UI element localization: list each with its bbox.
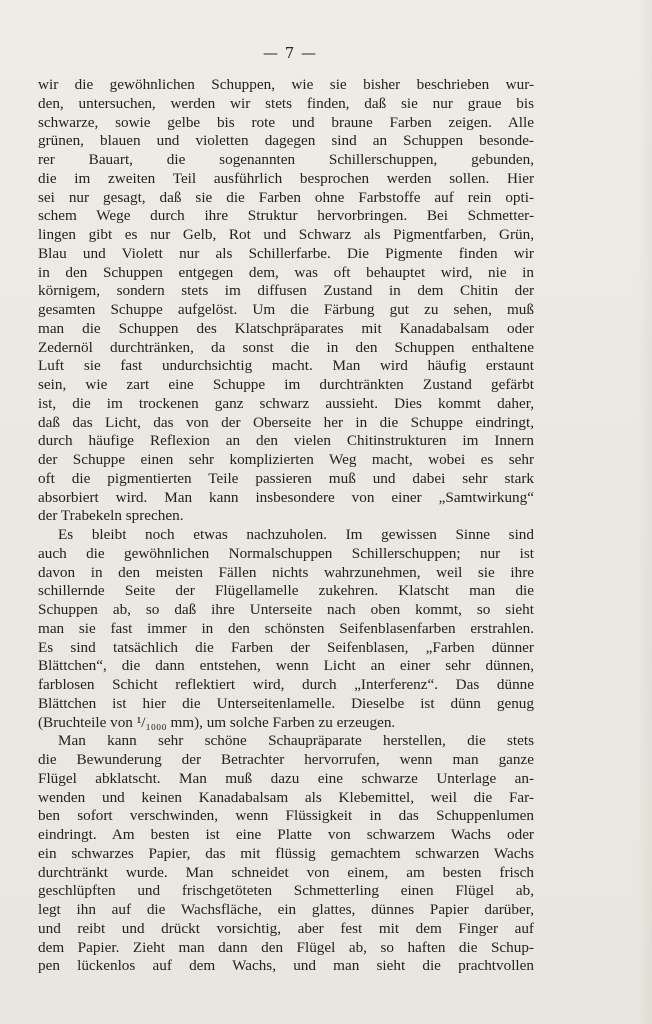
text-line: Blättchen ist hier die Unterseitenlamelle. Dieselbe ist dünn genug — [38, 694, 534, 712]
text-line: Schuppen ab, so daß ihre Unterseite nach oben kommt, so sieht — [38, 601, 534, 618]
text-line: farblosen Schicht reflektiert wird, durch „Interferenz“. Das dünne — [38, 676, 534, 693]
text-line: Flügel abklatscht. Man muß dazu eine schwarze Unterlage an- — [38, 769, 534, 787]
text-line: den, untersuchen, werden wir stets finden, daß sie nur graue bis — [38, 94, 534, 112]
text-line: oft die pigmentierten Teile passieren muß und dabei sehr stark — [38, 469, 534, 487]
text-line: davon in den meisten Fällen nichts wahrzunehmen, weil sie ihre — [38, 563, 534, 581]
page-edge-shadow — [638, 0, 652, 1024]
text-line: durchtränkt wurde. Man schneidet von einem, am besten frisch — [38, 863, 534, 881]
text-line: in den Schuppen entgegen dem, was oft behauptet wird, nie in — [38, 263, 534, 281]
text-line: (Bruchteile von ¹/₁₀₀₀ mm), um solche Farben zu erzeugen. — [38, 713, 396, 731]
text-line: grünen, blauen und violetten dagegen sind an Schuppen besonde- — [38, 132, 534, 150]
text-line: ist, die im trockenen ganz schwarz aussieht. Dies kommt daher, — [38, 394, 534, 412]
text-line: rer Bauart, die sogenannten Schillerschuppen, gebunden, — [38, 151, 534, 168]
text-line: gesamten Schuppe aufgelöst. Um die Färbung gut zu sehen, muß — [38, 301, 534, 318]
text-line: der Schuppe einen sehr komplizierten Weg macht, wobei es sehr — [38, 451, 534, 468]
text-line: sei nur gesagt, daß sie die Farben ohne Farbstoffe auf rein opti- — [38, 188, 534, 206]
text-line: Es bleibt noch etwas nachzuholen. Im gewissen Sinne sind — [58, 526, 534, 543]
text-line: ein schwarzes Papier, das mit flüssig gemachtem schwarzen Wachs — [38, 844, 534, 862]
body-text — [38, 76, 534, 976]
text-line: man sie fast immer in den schönsten Seifenblasenfarben erstrahlen. — [38, 619, 534, 637]
text-line: Luft sie fast undurchsichtig macht. Man wird häufig erstaunt — [38, 357, 534, 375]
text-line: schem Wege durch ihre Struktur hervorbringen. Bei Schmetter- — [38, 207, 534, 225]
text-line: körnigem, sondern stets im diffusen Zustand in dem Chitin der — [38, 282, 534, 300]
text-line: schillernde Seite der Flügellamelle zukehren. Klatscht man die — [38, 582, 534, 600]
text-line: Blau und Violett nur als Schillerfarbe. Die Pigmente finden wir — [38, 244, 534, 262]
text-line: eindringt. Am besten ist eine Platte von schwarzem Wachs oder — [38, 826, 534, 843]
text-line: und reibt und drückt vorsichtig, aber fest mit dem Finger auf — [38, 919, 534, 937]
text-line: schwarze, sowie gelbe bis rote und braune Farben zeigen. Alle — [38, 113, 534, 131]
page-number: — 7 — — [262, 44, 318, 62]
text-line: die Bewunderung der Betrachter hervorrufen, wenn man ganze — [38, 751, 534, 768]
text-line: auch die gewöhnlichen Normalschuppen Schillerschuppen; nur ist — [38, 544, 534, 562]
text-line: der Trabekeln sprechen. — [38, 507, 184, 525]
text-line: Blättchen“, die dann entstehen, wenn Licht an einer sehr dünnen, — [38, 657, 534, 675]
text-line: die im zweiten Teil ausführlich besprochen werden sollen. Hier — [38, 169, 534, 187]
text-line: ben sofort verschwinden, wenn Flüssigkeit in das Schuppenlumen — [38, 807, 534, 825]
text-line: wir die gewöhnlichen Schuppen, wie sie bisher beschrieben wur- — [38, 76, 534, 93]
text-line: man die Schuppen des Klatschpräparates mit Kanadabalsam oder — [38, 319, 534, 337]
text-line: pen lückenlos auf dem Wachs, und man sieht die prachtvollen — [38, 957, 534, 975]
text-line: legt ihn auf die Wachsfläche, ein glattes, dünnes Papier darüber, — [38, 901, 534, 918]
text-line: wenden und keinen Kanadabalsam als Klebemittel, weil die Far- — [38, 788, 534, 806]
text-line: daß das Licht, das von der Oberseite her in die Schuppe eindringt, — [38, 413, 534, 431]
text-line: absorbiert wird. Man kann insbesondere von einer „Samtwirkung“ — [38, 488, 534, 506]
text-line: geschlüpften und frischgetöteten Schmetterling einen Flügel ab, — [38, 882, 534, 900]
text-line: durch häufige Reflexion an den vielen Chitinstrukturen im Innern — [38, 432, 534, 450]
text-line: Es sind tatsächlich die Farben der Seifenblasen, „Farben dünner — [38, 638, 534, 656]
text-line: Zedernöl durchtränken, da sonst die in den Schuppen enthaltene — [38, 338, 534, 356]
text-line: sein, wie zart eine Schuppe im durchtränkten Zustand gefärbt — [38, 376, 534, 393]
text-line: Man kann sehr schöne Schaupräparate herstellen, die stets — [58, 732, 534, 750]
text-line: lingen gibt es nur Gelb, Rot und Schwarz als Pigmentfarben, Grün, — [38, 226, 534, 243]
text-line: dem Papier. Zieht man dann den Flügel ab, so haften die Schup- — [38, 938, 534, 956]
